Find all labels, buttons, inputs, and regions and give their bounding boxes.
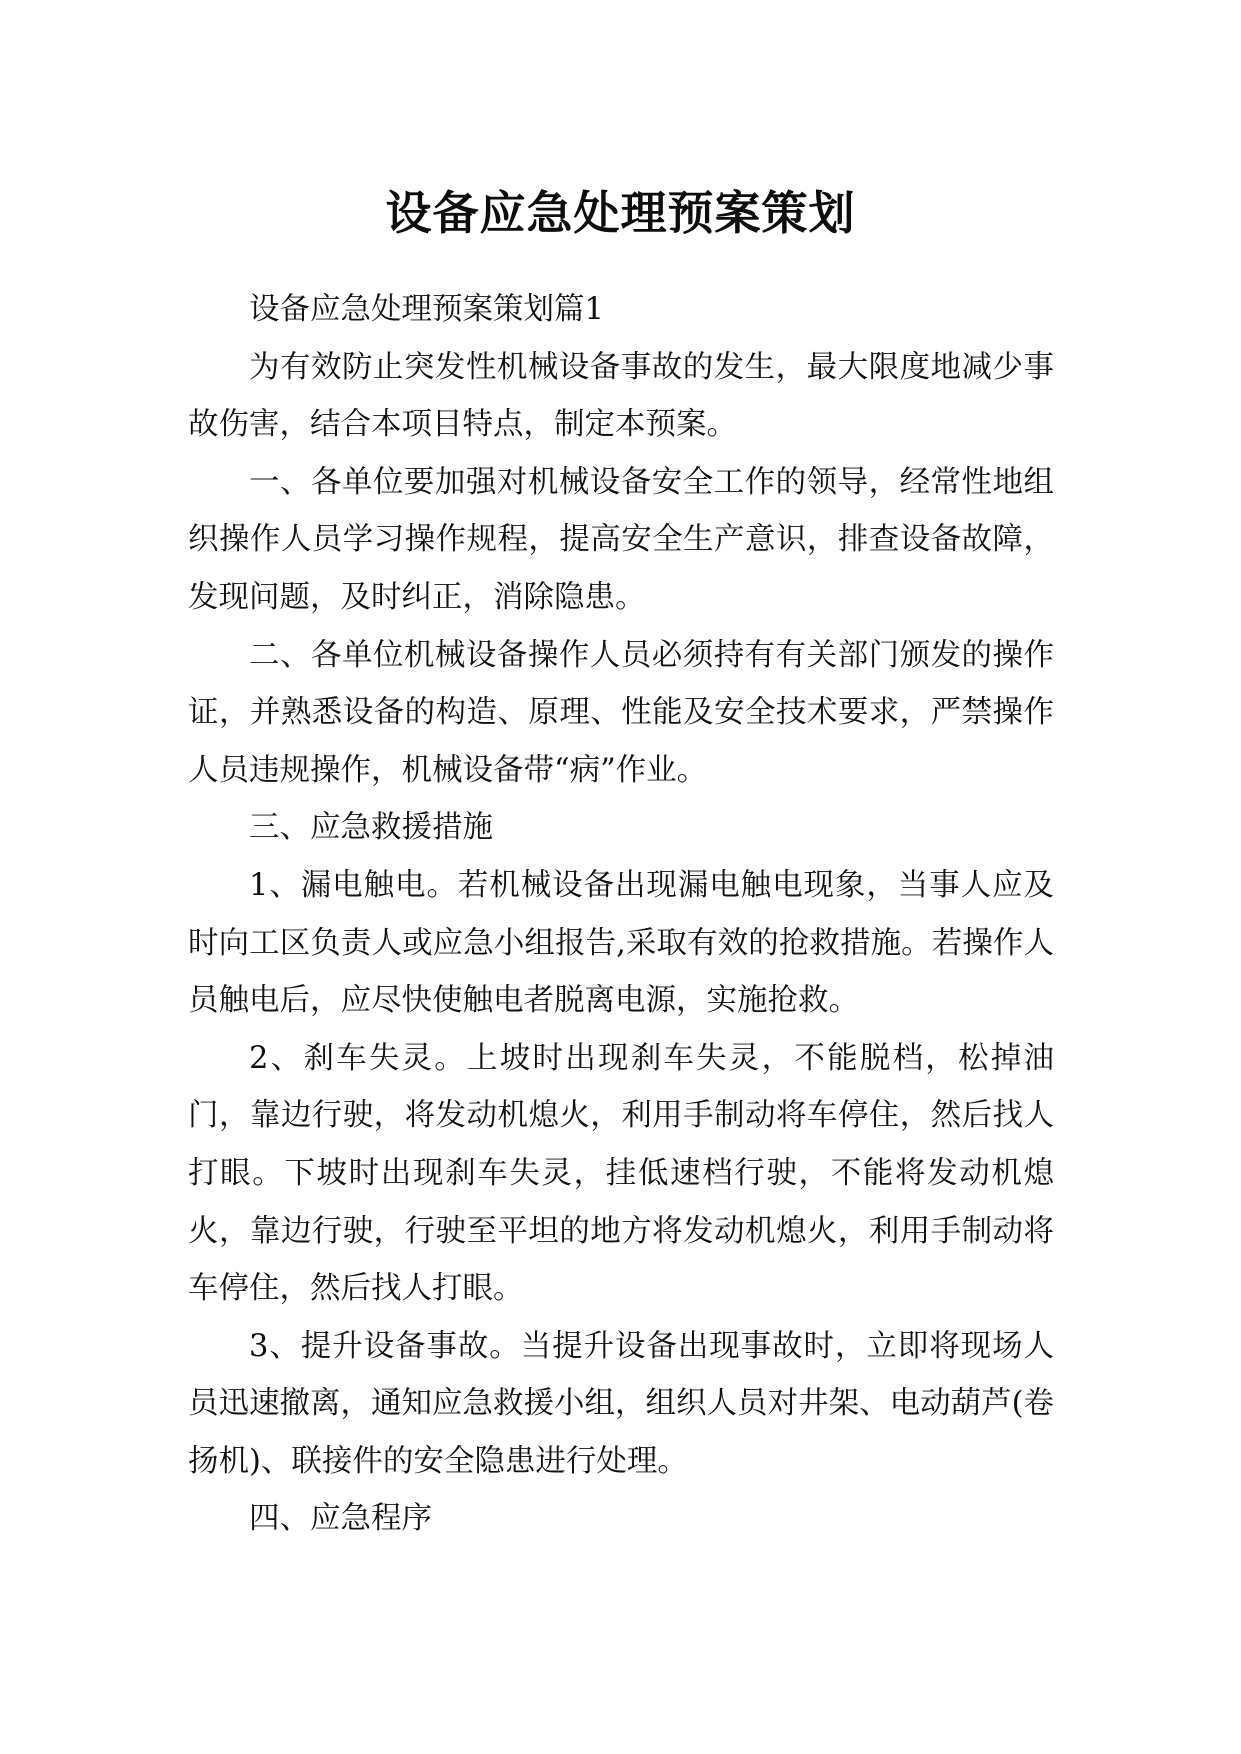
paragraph-measure-1: 1、漏电触电。若机械设备出现漏电触电现象，当事人应及时向工区负责人或应急小组报告,采取有效的抢救措施。若操作人员触电后，应尽快使触电者脱离电源，实施抢救。 <box>188 867 1054 1019</box>
document-title: 设备应急处理预案策划 <box>385 185 856 240</box>
paragraph-item-1: 一、各单位要加强对机械设备安全工作的领导，经常性地组织操作人员学习操作规程，提高安全生产意识，排查设备故障，发现问题，及时纠正，消除隐患。 <box>188 464 1054 615</box>
paragraph-intro: 为有效防止突发性机械设备事故的发生，最大限度地减少事故伤害，结合本项目特点，制定本预案。 <box>188 349 1054 443</box>
document-body <box>188 281 1054 1548</box>
paragraph-item-3-heading: 三、应急救援措施 <box>249 810 493 846</box>
paragraph-measure-2: 2、刹车失灵。上坡时出现刹车失灵，不能脱档，松掉油门，靠边行驶，将发动机熄火，利用手制动将车停住，然后找人打眼。下坡时出现刹车失灵，挂低速档行驶，不能将发动机熄火，靠边行驶，行驶至平坦的地方将发动机熄火，利用手制动将车停住，然后找人打眼。 <box>188 1040 1054 1307</box>
paragraph-measure-3: 3、提升设备事故。当提升设备出现事故时，立即将现场人员迅速撤离，通知应急救援小组，组织人员对井架、电动葫芦(卷扬机)、联接件的安全隐患进行处理。 <box>188 1328 1054 1479</box>
paragraph-item-2: 二、各单位机械设备操作人员必须持有有关部门颁发的操作证，并熟悉设备的构造、原理、性能及安全技术要求，严禁操作人员违规操作，机械设备带“病”作业。 <box>188 637 1054 788</box>
paragraph-item-4-heading: 四、应急程序 <box>249 1501 432 1537</box>
paragraph-section-heading: 设备应急处理预案策划篇1 <box>249 292 604 327</box>
